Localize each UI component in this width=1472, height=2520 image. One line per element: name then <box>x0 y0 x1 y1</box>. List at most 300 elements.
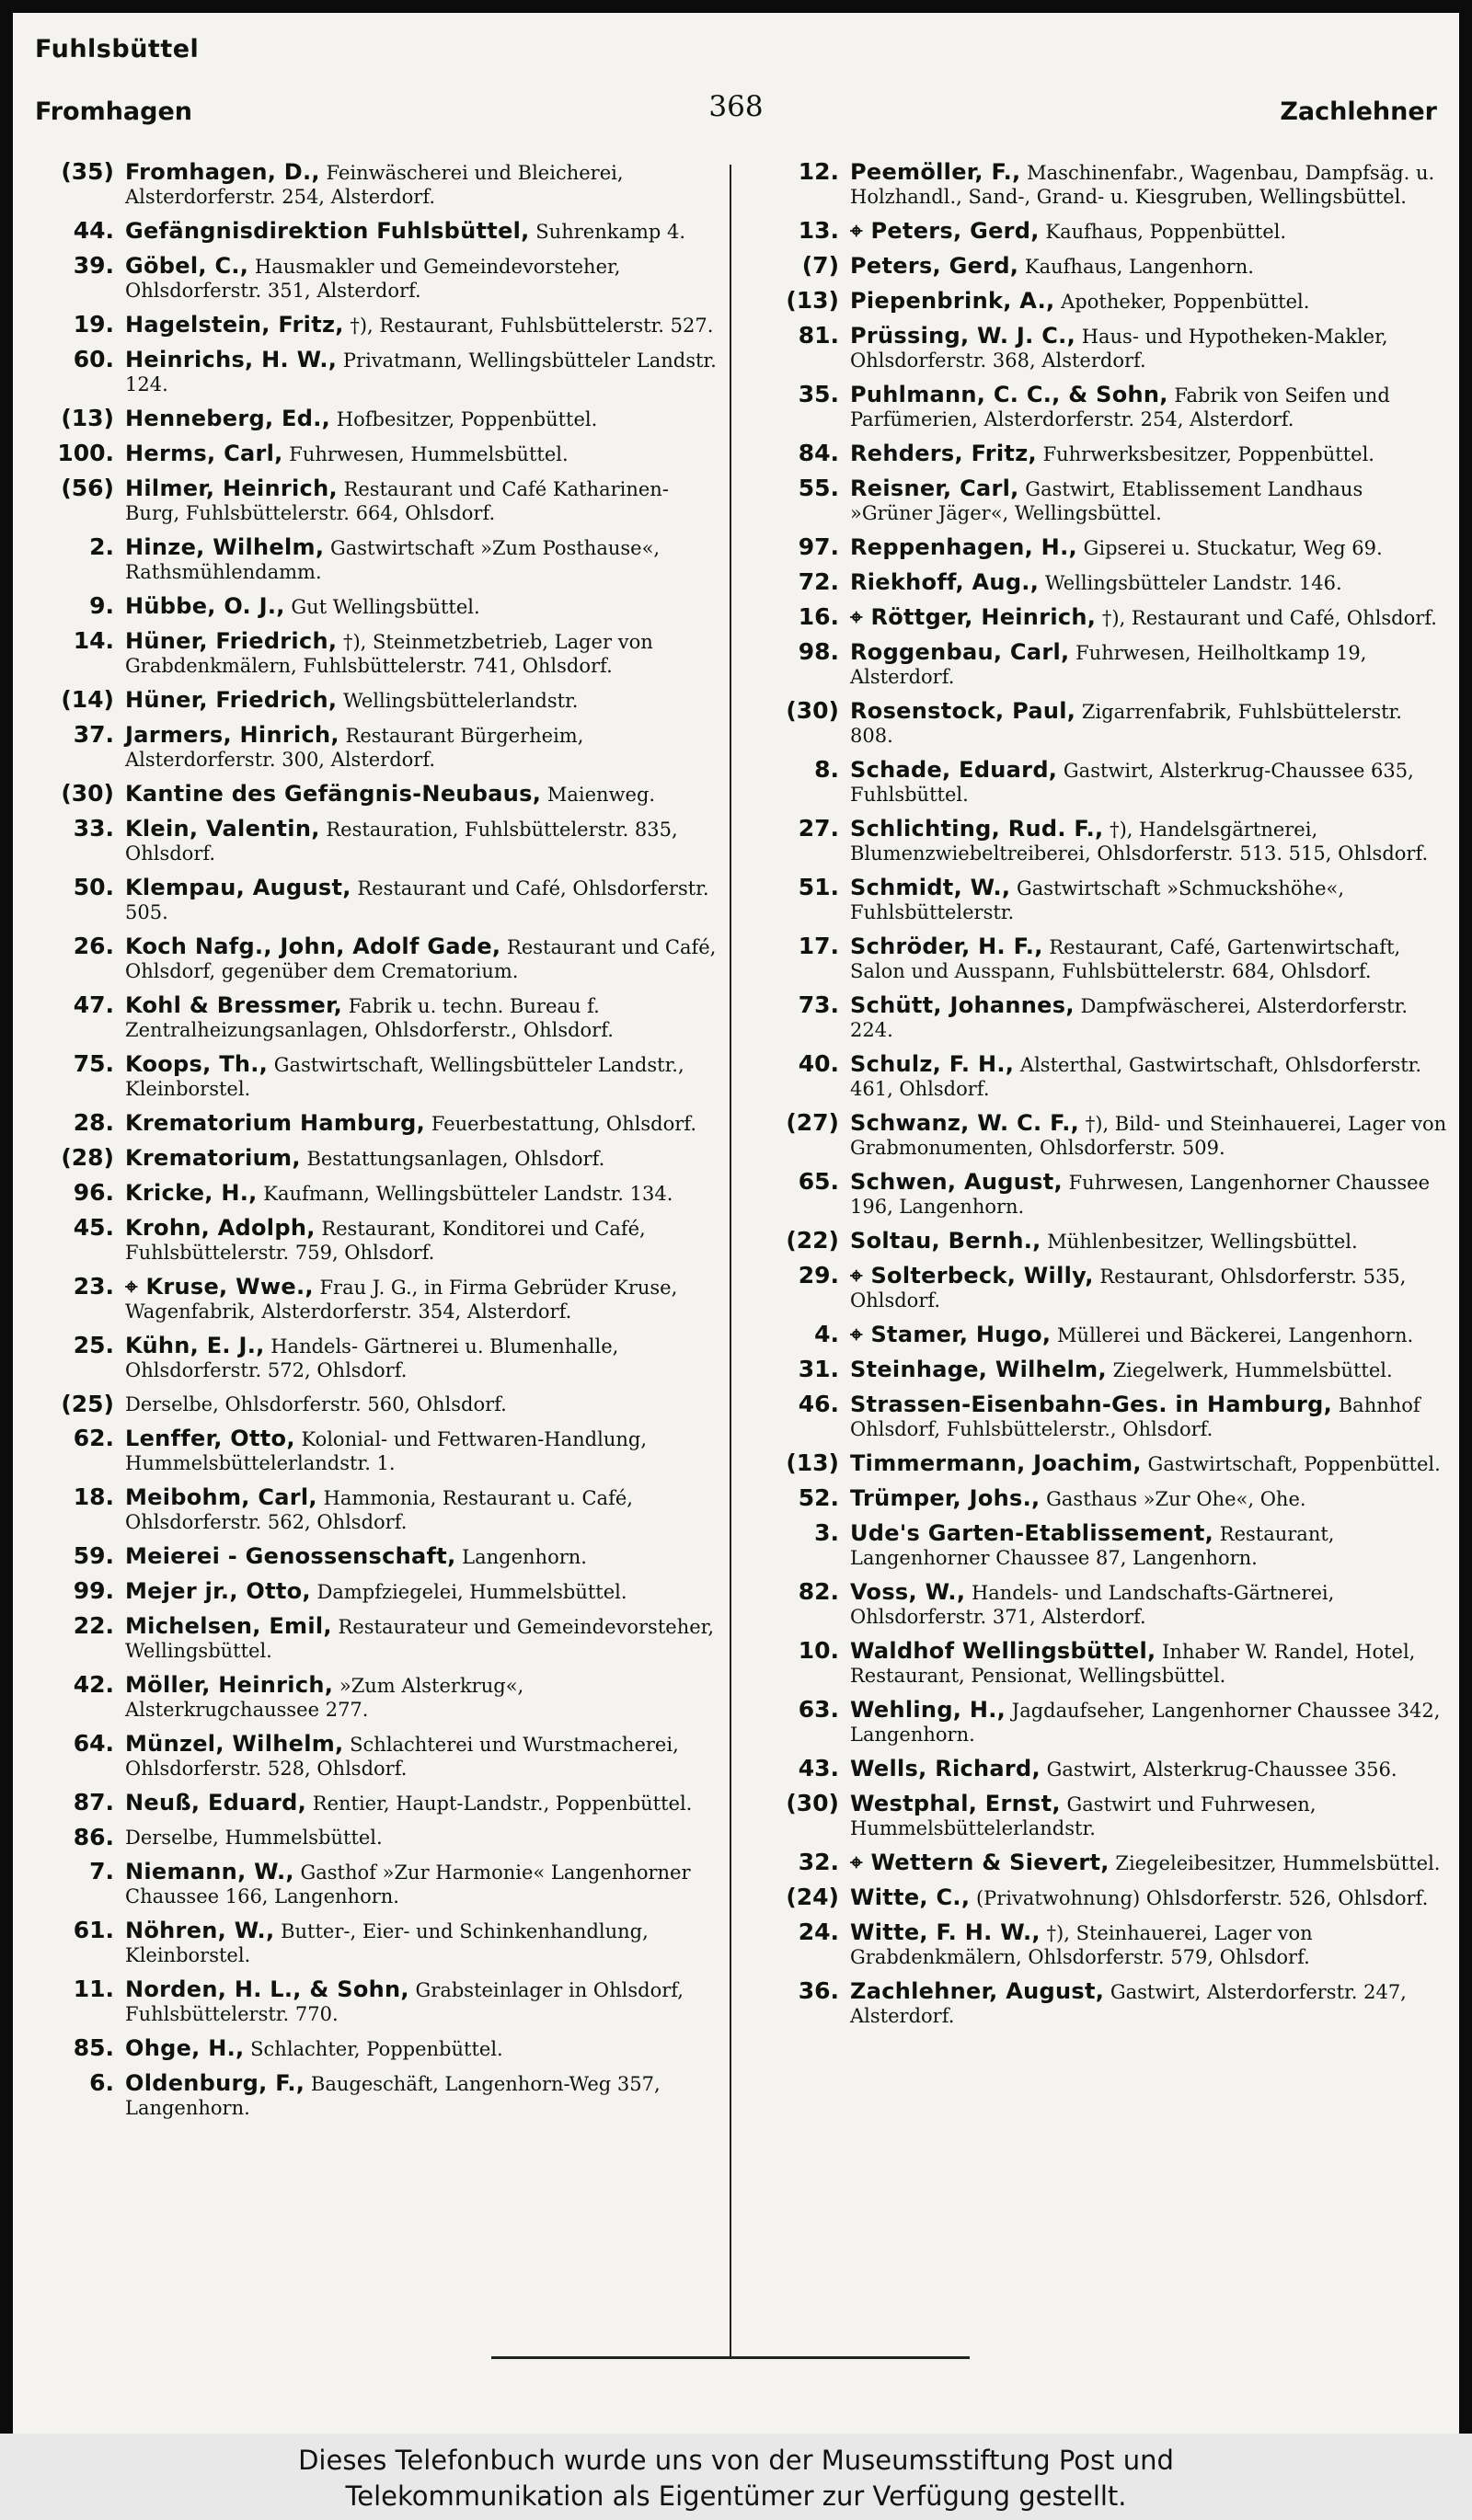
phone-number: 61. <box>73 1917 114 1943</box>
subscriber-name: Wells, Richard, <box>850 1756 1041 1781</box>
subscriber-name: Schwanz, W. C. F., <box>850 1110 1080 1136</box>
subscriber-details: Zigarrenfabrik, Fuhlsbüttelerstr. 808. <box>850 701 1402 747</box>
subscriber-details: Restaurant und Café, Ohlsdorferstr. 505. <box>125 877 709 923</box>
subscriber-details: Kaufhaus, Langenhorn. <box>1024 256 1254 278</box>
phone-number: 50. <box>73 874 114 900</box>
phone-number: 32. <box>798 1849 839 1875</box>
directory-entry <box>765 1792 1448 1840</box>
directory-entry <box>765 1229 1448 1254</box>
subscriber-name: Oldenburg, F., <box>125 2070 305 2096</box>
subscriber-name: ⌖ Wettern & Sievert, <box>850 1850 1110 1875</box>
subscriber-name: Mejer jr., Otto, <box>125 1578 311 1604</box>
subscriber-details: Ziegelwerk, Hummelsbüttel. <box>1112 1359 1393 1381</box>
subscriber-name: Neuß, Eduard, <box>125 1790 307 1816</box>
section-heading: Fuhlsbüttel <box>35 35 200 63</box>
subscriber-name: Reppenhagen, H., <box>850 534 1077 560</box>
directory-entry <box>765 1170 1448 1219</box>
directory-entry <box>765 699 1448 748</box>
subscriber-details: Haus- und Hypotheken-Makler, Ohlsdorferstr. 368, Alsterdorf. <box>850 326 1388 372</box>
phone-number: 100. <box>57 440 114 466</box>
phone-number: 23. <box>73 1273 114 1300</box>
directory-entry <box>765 1580 1448 1629</box>
directory-entry <box>40 2071 723 2120</box>
phone-number: 85. <box>73 2034 114 2061</box>
directory-page <box>13 13 1459 2434</box>
phone-number: 72. <box>798 568 839 595</box>
subscriber-details: †), Handelsgärtnerei, Blumenzwiebeltreiberei, Ohlsdorferstr. 513. 515, Ohlsdorf. <box>850 819 1429 865</box>
phone-number: 64. <box>73 1730 114 1757</box>
phone-number: 99. <box>73 1577 114 1604</box>
phone-number: 31. <box>798 1356 839 1382</box>
subscriber-name: Fromhagen, D., <box>125 159 320 185</box>
phone-number: (24) <box>786 1884 839 1910</box>
directory-entry <box>40 476 723 525</box>
directory-entry <box>40 1977 723 2026</box>
subscriber-name: Kantine des Gefängnis-Neubaus, <box>125 781 542 807</box>
subscriber-details: Restaurant und Café Katharinen-Burg, Fuhlsbüttelerstr. 664, Ohlsdorf. <box>125 478 669 524</box>
subscriber-name: Koch Nafg., John, Adolf Gade, <box>125 934 501 959</box>
phone-number: 44. <box>73 217 114 244</box>
subscriber-details: Gastwirtschaft, Wellingsbütteler Landstr., Kleinborstel. <box>125 1054 684 1100</box>
phone-number: 55. <box>798 475 839 501</box>
subscriber-details: Restaurant, Café, Gartenwirtschaft, Salon und Ausspann, Fuhlsbüttelerstr. 684, Ohlsdorf. <box>850 936 1401 982</box>
subscriber-name: Hüner, Friedrich, <box>125 687 338 713</box>
subscriber-details: Inhaber W. Randel, Hotel, Restaurant, Pensionat, Wellingsbüttel. <box>850 1641 1416 1687</box>
subscriber-name: Schlichting, Rud. F., <box>850 816 1104 842</box>
subscriber-name: Rosenstock, Paul, <box>850 698 1076 724</box>
subscriber-details: Gastwirtschaft, Poppenbüttel. <box>1147 1453 1441 1475</box>
phone-number: 37. <box>73 721 114 748</box>
directory-entry <box>40 876 723 924</box>
directory-entry <box>765 570 1448 595</box>
directory-entry <box>765 1920 1448 1969</box>
subscriber-details: Gasthof »Zur Harmonie« Langenhorner Chaussee 166, Langenhorn. <box>125 1861 691 1907</box>
subscriber-details: †), Restaurant, Fuhlsbüttelerstr. 527. <box>350 315 714 337</box>
subscriber-details: Dampfwäscherei, Alsterdorferstr. 224. <box>850 995 1409 1041</box>
phone-number: 14. <box>73 627 114 654</box>
phone-number: 33. <box>73 815 114 842</box>
last-entry-keyword: Zachlehner <box>1280 97 1437 126</box>
phone-number: 27. <box>798 815 839 842</box>
directory-entry <box>40 993 723 1042</box>
phone-number: 45. <box>73 1214 114 1241</box>
right-column <box>765 160 1448 2038</box>
directory-entry <box>40 1544 723 1569</box>
subscriber-name: Strassen-Eisenbahn-Ges. in Hamburg, <box>850 1392 1333 1417</box>
subscriber-name: Riekhoff, Aug., <box>850 569 1040 595</box>
subscriber-details: Langenhorn. <box>462 1546 587 1568</box>
subscriber-details: Gasthaus »Zur Ohe«, Ohe. <box>1046 1488 1306 1510</box>
first-entry-keyword: Fromhagen <box>35 97 193 126</box>
phone-number: (13) <box>786 287 839 314</box>
subscriber-details: Restaurant, Konditorei und Café, Fuhlsbüttelerstr. 759, Ohlsdorf. <box>125 1218 646 1264</box>
subscriber-details: Restaurant, Ohlsdorferstr. 535, Ohlsdorf. <box>850 1266 1407 1312</box>
directory-entry <box>765 1111 1448 1160</box>
subscriber-details: Rentier, Haupt-Landstr., Poppenbüttel. <box>312 1793 693 1815</box>
directory-entry <box>40 1111 723 1136</box>
subscriber-details: Restaurant und Café, Ohlsdorf, gegenüber dem Crematorium. <box>125 936 717 982</box>
subscriber-details: Restaurant, Langenhorner Chaussee 87, Langenhorn. <box>850 1523 1335 1569</box>
phone-number: 7. <box>89 1858 114 1884</box>
phone-number: (13) <box>786 1449 839 1476</box>
directory-entry <box>765 1757 1448 1781</box>
directory-entry <box>40 1275 723 1323</box>
subscriber-details: Gastwirt, Alsterkrug-Chaussee 635, Fuhlsbüttel. <box>850 760 1414 806</box>
directory-entry <box>765 876 1448 924</box>
phone-number: 2. <box>89 533 114 560</box>
directory-entry <box>765 1850 1448 1875</box>
directory-entry <box>40 348 723 396</box>
phone-number: 24. <box>798 1919 839 1945</box>
subscriber-name: Kühn, E. J., <box>125 1333 265 1358</box>
subscriber-name: Voss, W., <box>850 1579 966 1605</box>
subscriber-name: Westphal, Ernst, <box>850 1791 1061 1816</box>
directory-entry <box>765 758 1448 807</box>
subscriber-details: Kaufhaus, Poppenbüttel. <box>1045 221 1287 243</box>
directory-entry <box>40 688 723 713</box>
footer-notice <box>0 2434 1472 2520</box>
directory-entry <box>40 723 723 772</box>
subscriber-details: Gut Wellingsbüttel. <box>291 596 480 618</box>
subscriber-details: Fuhrwesen, Heilholtkamp 19, Alsterdorf. <box>850 642 1367 688</box>
subscriber-name: Meierei - Genossenschaft, <box>125 1543 456 1569</box>
subscriber-details: Derselbe, Ohlsdorferstr. 560, Ohlsdorf. <box>125 1393 507 1415</box>
column-divider <box>730 165 731 2358</box>
subscriber-details: Hammonia, Restaurant u. Café, Ohlsdorferstr. 562, Ohlsdorf. <box>125 1487 633 1533</box>
directory-entry <box>765 1264 1448 1312</box>
subscriber-name: Nöhren, W., <box>125 1918 275 1943</box>
directory-entry <box>40 1919 723 1967</box>
subscriber-details: Gipserei u. Stuckatur, Weg 69. <box>1083 537 1383 559</box>
subscriber-name: Schwen, August, <box>850 1169 1063 1195</box>
directory-entry <box>40 782 723 807</box>
phone-number: 47. <box>73 991 114 1018</box>
subscriber-details: Wellingsbütteler Landstr. 146. <box>1044 572 1342 594</box>
subscriber-name: Henneberg, Ed., <box>125 406 331 431</box>
directory-entry <box>40 1146 723 1171</box>
subscriber-details: Derselbe, Hummelsbüttel. <box>125 1827 383 1849</box>
directory-entry <box>765 1979 1448 2028</box>
directory-entry <box>765 934 1448 983</box>
subscriber-details: †), Bild- und Steinhauerei, Lager von Grabmonumenten, Ohlsdorferstr. 509. <box>850 1113 1447 1159</box>
phone-number: 59. <box>73 1542 114 1569</box>
subscriber-details: Restaurateur und Gemeindevorsteher, Wellingsbüttel. <box>125 1616 715 1662</box>
subscriber-name: Steinhage, Wilhelm, <box>850 1357 1107 1382</box>
phone-number: (25) <box>61 1391 114 1417</box>
subscriber-details: Feuerbestattung, Ohlsdorf. <box>431 1113 696 1135</box>
directory-entry <box>765 1521 1448 1570</box>
subscriber-name: Hagelstein, Fritz, <box>125 312 344 338</box>
directory-entry <box>40 1579 723 1604</box>
subscriber-details: †), Steinmetzbetrieb, Lager von Grabdenkmälern, Fuhlsbüttelerstr. 741, Ohlsdorf. <box>125 631 653 677</box>
phone-number: 63. <box>798 1696 839 1723</box>
subscriber-name: Trümper, Johs., <box>850 1485 1041 1511</box>
subscriber-details: Gastwirt, Alsterkrug-Chaussee 356. <box>1046 1758 1397 1781</box>
phone-number: 25. <box>73 1332 114 1358</box>
directory-entry <box>765 324 1448 372</box>
phone-number: (30) <box>786 697 839 724</box>
directory-entry <box>40 1614 723 1663</box>
footer-line-2: Telekommunikation als Eigentümer zur Verfügung gestellt. <box>345 2480 1127 2512</box>
directory-entry <box>40 1334 723 1382</box>
directory-entry <box>765 289 1448 314</box>
directory-entry <box>765 441 1448 466</box>
subscriber-name: Michelsen, Emil, <box>125 1613 332 1639</box>
subscriber-details: Restaurant Bürgerheim, Alsterdorferstr. 300, Alsterdorf. <box>125 725 584 771</box>
subscriber-name: Prüssing, W. J. C., <box>850 323 1075 349</box>
subscriber-name: Gefängnisdirektion Fuhlsbüttel, <box>125 218 530 244</box>
subscriber-name: Witte, F. H. W., <box>850 1919 1041 1945</box>
subscriber-details: Kaufmann, Wellingsbütteler Landstr. 134. <box>263 1183 673 1205</box>
phone-number: 51. <box>798 874 839 900</box>
directory-entry <box>40 629 723 678</box>
subscriber-name: Heinrichs, H. W., <box>125 347 338 372</box>
subscriber-name: ⌖ Peters, Gerd, <box>850 218 1040 244</box>
subscriber-name: Hilmer, Heinrich, <box>125 475 338 501</box>
end-rule <box>491 2356 970 2359</box>
subscriber-name: Ohge, H., <box>125 2035 245 2061</box>
phone-number: 97. <box>798 533 839 560</box>
directory-entry <box>40 1426 723 1475</box>
subscriber-details: Schlachter, Poppenbüttel. <box>250 2038 503 2060</box>
subscriber-details: Restauration, Fuhlsbüttelerstr. 835, Ohlsdorf. <box>125 819 678 865</box>
subscriber-details: Gastwirt und Fuhrwesen, Hummelsbüttelerlandstr. <box>850 1793 1317 1839</box>
directory-entry <box>40 1485 723 1534</box>
subscriber-details: Handels- und Landschafts-Gärtnerei, Ohlsdorferstr. 371, Alsterdorf. <box>850 1582 1335 1628</box>
phone-number: 11. <box>73 1976 114 2002</box>
subscriber-name: ⌖ Stamer, Hugo, <box>850 1322 1052 1347</box>
phone-number: 6. <box>89 2069 114 2096</box>
directory-entry <box>40 1732 723 1781</box>
phone-number: (7) <box>801 252 839 279</box>
subscriber-name: Rehders, Fritz, <box>850 441 1037 466</box>
subscriber-name: Hinze, Wilhelm, <box>125 534 325 560</box>
phone-number: 65. <box>798 1168 839 1195</box>
subscriber-details: Maienweg. <box>546 784 656 806</box>
phone-number: (30) <box>61 780 114 807</box>
phone-number: 43. <box>798 1755 839 1781</box>
subscriber-name: Kricke, H., <box>125 1180 258 1206</box>
subscriber-name: Niemann, W., <box>125 1859 294 1884</box>
phone-number: 12. <box>798 158 839 185</box>
subscriber-details: (Privatwohnung) Ohlsdorferstr. 526, Ohlsdorf. <box>975 1887 1429 1909</box>
phone-number: 29. <box>798 1262 839 1289</box>
subscriber-name: Reisner, Carl, <box>850 475 1019 501</box>
subscriber-name: Hüner, Friedrich, <box>125 628 338 654</box>
subscriber-details: Jagdaufseher, Langenhorner Chaussee 342, Langenhorn. <box>850 1700 1441 1746</box>
phone-number: 39. <box>73 252 114 279</box>
phone-number: (14) <box>61 686 114 713</box>
phone-number: 22. <box>73 1612 114 1639</box>
subscriber-name: Peemöller, F., <box>850 159 1021 185</box>
subscriber-details: Baugeschäft, Langenhorn-Weg 357, Langenhorn. <box>125 2073 661 2119</box>
directory-entry <box>765 535 1448 560</box>
directory-entry <box>40 407 723 431</box>
directory-entry <box>765 160 1448 209</box>
subscriber-details: Apotheker, Poppenbüttel. <box>1061 291 1310 313</box>
phone-number: 40. <box>798 1050 839 1077</box>
phone-number: (22) <box>786 1227 839 1254</box>
subscriber-name: Koops, Th., <box>125 1051 269 1077</box>
phone-number: 36. <box>798 1977 839 2004</box>
directory-entry <box>765 383 1448 431</box>
subscriber-details: Frau J. G., in Firma Gebrüder Kruse, Wagenfabrik, Alsterdorferstr. 354, Alsterdorf. <box>125 1277 678 1323</box>
subscriber-name: Schütt, Johannes, <box>850 992 1075 1018</box>
directory-entry <box>765 1698 1448 1747</box>
phone-number: 81. <box>798 322 839 349</box>
directory-entry <box>40 1826 723 1850</box>
subscriber-name: Kohl & Bressmer, <box>125 992 343 1018</box>
subscriber-details: †), Steinhauerei, Lager von Grabdenkmälern, Ohlsdorferstr. 579, Ohlsdorf. <box>850 1922 1313 1968</box>
directory-entry <box>765 476 1448 525</box>
running-header <box>35 90 1437 127</box>
subscriber-details: Alsterthal, Gastwirtschaft, Ohlsdorferstr. 461, Ohlsdorf. <box>850 1054 1422 1100</box>
subscriber-name: Jarmers, Hinrich, <box>125 722 339 748</box>
directory-entry <box>40 1216 723 1265</box>
subscriber-name: Witte, C., <box>850 1884 971 1910</box>
directory-entry <box>765 1052 1448 1101</box>
subscriber-name: Klempau, August, <box>125 875 351 900</box>
subscriber-name: Norden, H. L., & Sohn, <box>125 1976 409 2002</box>
phone-number: 73. <box>798 991 839 1018</box>
footer-line-1: Dieses Telefonbuch wurde uns von der Museumsstiftung Post und <box>298 2445 1174 2476</box>
subscriber-name: Peters, Gerd, <box>850 253 1019 279</box>
directory-entry <box>40 1052 723 1101</box>
subscriber-name: Schulz, F. H., <box>850 1051 1015 1077</box>
subscriber-name: Ude's Garten-Etablissement, <box>850 1520 1214 1546</box>
subscriber-details: Gastwirt, Alsterdorferstr. 247, Alsterdorf. <box>850 1981 1407 2027</box>
phone-number: 87. <box>73 1789 114 1816</box>
subscriber-name: Schröder, H. F., <box>850 934 1043 959</box>
directory-entry <box>40 817 723 865</box>
phone-number: 35. <box>798 381 839 407</box>
phone-number: 60. <box>73 346 114 372</box>
phone-number: (28) <box>61 1144 114 1171</box>
subscriber-name: Klein, Valentin, <box>125 816 320 842</box>
subscriber-name: Lenffer, Otto, <box>125 1426 295 1451</box>
subscriber-name: ⌖ Röttger, Heinrich, <box>850 604 1097 630</box>
subscriber-details: Privatmann, Wellingsbütteler Landstr. 124. <box>125 349 717 395</box>
subscriber-details: Butter-, Eier- und Schinkenhandlung, Kleinborstel. <box>125 1920 649 1966</box>
phone-number: 8. <box>814 756 839 783</box>
subscriber-details: Dampfziegelei, Hummelsbüttel. <box>316 1581 627 1603</box>
subscriber-details: Ziegeleibesitzer, Hummelsbüttel. <box>1115 1852 1441 1874</box>
subscriber-details: Feinwäscherei und Bleicherei, Alsterdorferstr. 254, Alsterdorf. <box>125 162 624 208</box>
phone-number: 84. <box>798 440 839 466</box>
subscriber-details: Fabrik u. techn. Bureau f. Zentralheizungsanlagen, Ohlsdorferstr., Ohlsdorf. <box>125 995 614 1041</box>
subscriber-name: Krematorium Hamburg, <box>125 1110 426 1136</box>
phone-number: (30) <box>786 1790 839 1816</box>
subscriber-details: Mühlenbesitzer, Wellingsbüttel. <box>1047 1231 1358 1253</box>
subscriber-name: Herms, Carl, <box>125 441 283 466</box>
subscriber-name: Münzel, Wilhelm, <box>125 1731 344 1757</box>
page-number: 368 <box>708 90 764 123</box>
phone-number: (56) <box>61 475 114 501</box>
subscriber-details: Kolonial- und Fettwaren-Handlung, Hummelsbüttelerlandstr. 1. <box>125 1428 647 1474</box>
subscriber-name: Göbel, C., <box>125 253 249 279</box>
phone-number: 62. <box>73 1425 114 1451</box>
directory-entry <box>40 160 723 209</box>
phone-number: 46. <box>798 1391 839 1417</box>
directory-entry <box>40 594 723 619</box>
directory-entry <box>765 1323 1448 1347</box>
directory-entry <box>40 1392 723 1416</box>
subscriber-name: Roggenbau, Carl, <box>850 639 1070 665</box>
subscriber-details: Bahnhof Ohlsdorf, Fuhlsbüttelerstr., Ohlsdorf. <box>850 1394 1420 1440</box>
phone-number: 3. <box>814 1519 839 1546</box>
subscriber-name: Zachlehner, August, <box>850 1978 1105 2004</box>
directory-entry <box>765 1392 1448 1441</box>
directory-entry <box>765 817 1448 865</box>
phone-number: 82. <box>798 1578 839 1605</box>
directory-entry <box>40 2036 723 2061</box>
subscriber-details: Suhrenkamp 4. <box>535 221 686 243</box>
subscriber-details: Schlachterei und Wurstmacherei, Ohlsdorferstr. 528, Ohlsdorf. <box>125 1734 679 1780</box>
subscriber-details: Gastwirtschaft »Zum Posthause«, Rathsmühlendamm. <box>125 537 661 583</box>
phone-number: 96. <box>73 1179 114 1206</box>
subscriber-details: Fuhrwerksbesitzer, Poppenbüttel. <box>1042 443 1374 465</box>
directory-entry <box>40 1791 723 1816</box>
phone-number: 16. <box>798 603 839 630</box>
subscriber-name: Soltau, Bernh., <box>850 1228 1041 1254</box>
subscriber-name: Schade, Eduard, <box>850 757 1058 783</box>
phone-number: 75. <box>73 1050 114 1077</box>
subscriber-details: Bestattungsanlagen, Ohlsdorf. <box>306 1148 605 1170</box>
phone-number: 19. <box>73 311 114 338</box>
subscriber-details: Müllerei und Bäckerei, Langenhorn. <box>1057 1324 1414 1346</box>
directory-entry <box>765 1357 1448 1382</box>
directory-entry <box>765 219 1448 244</box>
phone-number: 9. <box>89 592 114 619</box>
directory-entry <box>765 605 1448 630</box>
phone-number: 28. <box>73 1109 114 1136</box>
subscriber-details: Hausmakler und Gemeindevorsteher, Ohlsdorferstr. 351, Alsterdorf. <box>125 256 621 302</box>
subscriber-name: Meibohm, Carl, <box>125 1484 317 1510</box>
subscriber-details: Grabsteinlager in Ohlsdorf, Fuhlsbüttelerstr. 770. <box>125 1979 684 2025</box>
phone-number: (35) <box>61 158 114 185</box>
directory-entry <box>40 1860 723 1908</box>
subscriber-details: Gastwirtschaft »Schmuckshöhe«, Fuhlsbüttelerstr. <box>850 877 1345 923</box>
directory-entry <box>765 993 1448 1042</box>
directory-entry <box>765 1451 1448 1476</box>
phone-number: 4. <box>814 1321 839 1347</box>
directory-entry <box>765 640 1448 689</box>
phone-number: 13. <box>798 217 839 244</box>
subscriber-name: Timmermann, Joachim, <box>850 1450 1142 1476</box>
subscriber-name: ⌖ Kruse, Wwe., <box>125 1274 314 1300</box>
subscriber-name: Waldhof Wellingsbüttel, <box>850 1638 1156 1664</box>
directory-entry <box>765 1885 1448 1910</box>
subscriber-name: Puhlmann, C. C., & Sohn, <box>850 382 1168 407</box>
subscriber-name: Wehling, H., <box>850 1697 1006 1723</box>
phone-number: 18. <box>73 1483 114 1510</box>
directory-entry <box>40 1181 723 1206</box>
directory-entry <box>40 441 723 466</box>
subscriber-details: †), Restaurant und Café, Ohlsdorf. <box>1101 607 1437 629</box>
directory-entry <box>40 535 723 584</box>
phone-number: (13) <box>61 405 114 431</box>
subscriber-details: Handels- Gärtnerei u. Blumenhalle, Ohlsdorferstr. 572, Ohlsdorf. <box>125 1335 619 1381</box>
subscriber-details: Maschinenfabr., Wagenbau, Dampfsäg. u. Holzhandl., Sand-, Grand- u. Kiesgruben, Wellingsbüttel. <box>850 162 1435 208</box>
directory-entry <box>765 254 1448 279</box>
subscriber-name: Krohn, Adolph, <box>125 1215 316 1241</box>
directory-entry <box>40 219 723 244</box>
subscriber-name: Möller, Heinrich, <box>125 1672 334 1698</box>
phone-number: 98. <box>798 638 839 665</box>
directory-entry <box>40 934 723 983</box>
directory-entry <box>40 1673 723 1722</box>
left-column <box>40 160 723 2130</box>
